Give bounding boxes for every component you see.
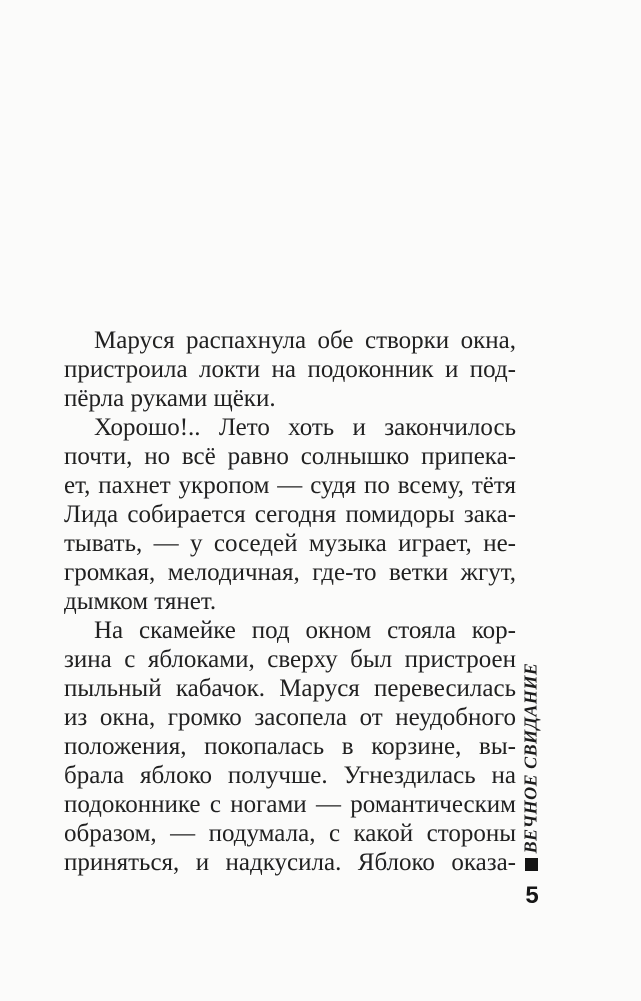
text-line: подоконнике с ногами — романтическим [64,791,516,818]
text-line: пристроила локти на подоконник и под- [64,356,516,383]
text-line: пыльный кабачок. Маруся перевесилась [64,675,516,702]
text-line: громкая, мелодичная, где-то ветки жгут, [64,559,516,586]
text-line: пёрла руками щёки. [64,385,276,412]
text-line: из окна, громко засопела от неудобного [64,704,516,731]
text-line: дымком тянет. [64,588,217,615]
text-line: положения, покопалась в корзине, вы- [64,733,516,760]
text-line: образом, — подумала, с какой стороны [64,820,516,847]
text-line: Лида собирается сегодня помидоры зака- [64,501,516,528]
text-line: брала яблоко получше. Угнездилась на [64,762,516,789]
text-line: тывать, — у соседей музыка играет, не- [64,530,516,557]
black-square-icon [525,858,538,871]
page-number: 5 [525,882,539,909]
text-line: Хорошо!.. Лето хоть и закончилось [94,414,516,441]
text-line: приняться, и надкусила. Яблоко оказа- [64,849,516,876]
text-line: почти, но всё равно солнышко припека- [64,443,516,470]
running-title-vertical: ВЕЧНОЕ СВИДАНИЕ [520,662,541,854]
body-text [64,326,516,877]
text-line: зина с яблоками, сверху был пристроен [64,646,516,673]
text-line: Маруся распахнула обе створки окна, [94,327,516,354]
text-line: ет, пахнет укропом — судя по всему, тётя [64,472,516,499]
text-line: На скамейке под окном стояла кор- [94,617,516,644]
